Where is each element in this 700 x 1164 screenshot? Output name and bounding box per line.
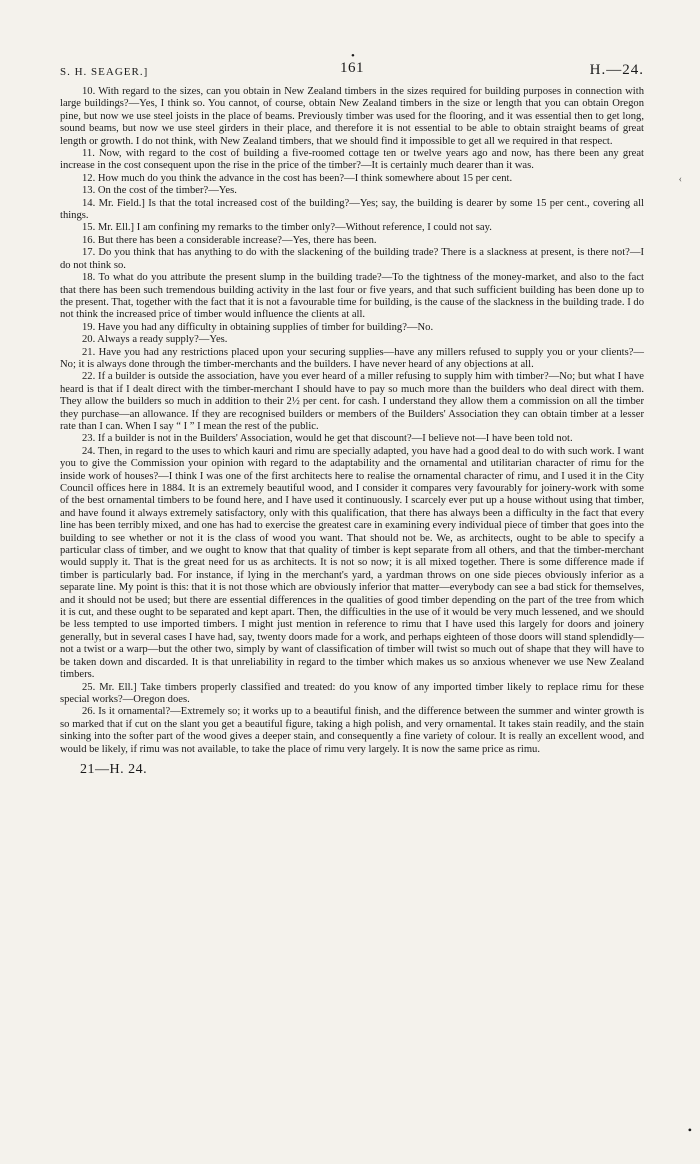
paragraph: 21. Have you had any restrictions placed upon your securing supplies—have any millers refused to supply you or your clients?—No; it is always done through the timber-merchants and the builders. I have never heard of any objections at all. bbox=[60, 346, 644, 370]
document-body bbox=[60, 86, 644, 756]
paragraph: 14. Mr. Field.] Is that the total increased cost of the building?—Yes; say, the building is dearer by some 15 per cent., covering all things. bbox=[60, 197, 644, 222]
header-document-code: H.—24. bbox=[589, 62, 644, 78]
print-mark-bottom: • bbox=[687, 1123, 692, 1137]
paragraph: 13. On the cost of the timber?—Yes. bbox=[82, 185, 237, 197]
paragraph: 25. Mr. Ell.] Take timbers properly classified and treated: do you know of any imported timber likely to replace rimu for these special works?—Oregon does. bbox=[60, 681, 644, 705]
paragraph: 11. Now, with regard to the cost of building a five-roomed cottage ten or twelve years ago and now, has there been any great increase in the cost consequent upon the rise in the price of the timber?—It is certainly much dearer than it was. bbox=[60, 148, 644, 172]
page-footer-signature: 21—H. 24. bbox=[80, 761, 148, 777]
paragraph: 18. To what do you attribute the present slump in the building trade?—To the tightness of the money-market, and also to the fact that there has been such tremendous building activity in the last four or five years, and that such sufficient building has been done up to the present. That, together with the fact that it is not a favourable time for building, is the cause of the slackness in the building trade. I do not think the increased price of timber would influence the clients at all. bbox=[60, 272, 644, 321]
paragraph: 17. Do you think that has anything to do with the slackening of the building trade? There is a slackness at present, is there not?—I do not think so. bbox=[60, 247, 644, 271]
paragraph: 19. Have you had any difficulty in obtaining supplies of timber for building?—No. bbox=[82, 321, 434, 333]
paragraph: 10. With regard to the sizes, can you obtain in New Zealand timbers in the sizes required for building purposes in connection with large buildings?—Yes, I think so. You cannot, of course, obtain New Zealand timbers in the size or length that you can obtain Oregon pine, but now we use steel joists in the place of beams. Previously timber was used for the flooring, and it was essential then to get long, sound beams, but now we use steel girders in their place, and therefore it is not essential to be able to obtain straight beams of great length or growth. I do not think, with New Zealand timbers, that we should find it impossible to get all we required in that respect. bbox=[60, 86, 644, 147]
header-page-number: 161 bbox=[340, 60, 364, 76]
print-mark-side: ‹ bbox=[678, 174, 682, 185]
page-header bbox=[60, 52, 644, 82]
paragraph: 20. Always a ready supply?—Yes. bbox=[82, 334, 228, 346]
paragraph: 16. But there has been a considerable increase?—Yes, there has been. bbox=[82, 234, 377, 246]
paragraph: 22. If a builder is outside the association, have you ever heard of a miller refusing to supply him with timber?—No; but what I have heard is that if I dealt direct with the timber-merchant I should have to pay so much more than the builders who deal direct with them. They allow the builders so much in addition to their 2½ per cent. for cash. I understand they allow them a commission on all the timber they purchase—an allowance. If they are recognised builders or members of the Builders' Association they can obtain timber at a lesser rate than I can. When I say “ I ” I mean the rest of the public. bbox=[60, 371, 644, 432]
paragraph: 15. Mr. Ell.] I am confining my remarks to the timber only?—Without reference, I could not say. bbox=[82, 222, 492, 234]
paragraph: 24. Then, in regard to the uses to which kauri and rimu are specially adapted, you have had a good deal to do with such work. I want you to give the Commission your opinion with regard to the adaptability and the ornamental and utilitarian character of rimu for the inside work of houses?—I think I was one of the first architects here to realise the ornamental character of rimu, and I used it in the City Council offices here in 1884. It is an extremely beautiful wood, and I consider it compares very favourably for joinery-work with some of the best ornamental timbers to be found here, and I have used it continuously. I scarcely ever put up a house without using that timber, and have found it always extremely satisfactory, only with this qualification, that there has always been a difficulty in the fact that every line has been terribly mixed, and one has had to exercise the greatest care in examining every individual piece of timber that goes into the building to see whether or not it is the class of wood you want. That should not be. We, as architects, ought to be able to specify a particular class of timber, and we ought to know that that quality of timber is kept separate from all others, and that the timber-merchant would supply it. That is the great need for us as architects. It is not so now; it is all mixed together. There is some difference made if timber is particularly bad. For instance, if lying in the merchant's yard, a yardman throws on one side pieces obviously inferior as a separate line. My point is this: that it is not those which are obviously inferior that matter—everybody can see a bad stick for themselves, and it should not be used; but there are essential differences in the qualities of good timber depending on the part of the tree from which it is cut, and these ought to be separated and kept apart. Then, the difficulties in the use of it would be very much lessened, and we should be less tempted to use imported timbers. I might just mention in reference to rimu that I have used this largely for doors and joinery generally, but in several cases I have had, say, twenty doors made for a work, and perhaps eighteen of those doors will stand splendidly—not a twist or a warp—but the other two, simply by want of classification of timber will twist so much out of shape that they will have to be taken down and discarded. It is that unreliability in regard to the timber which makes us so anxious whenever we use New Zealand timbers. bbox=[60, 445, 644, 681]
print-mark-top: • bbox=[351, 50, 355, 62]
paragraph: 12. How much do you think the advance in the cost has been?—I think somewhere about 15 per cent. bbox=[82, 172, 513, 184]
paragraph: 26. Is it ornamental?—Extremely so; it works up to a beautiful finish, and the difference between the summer and winter growth is so marked that if cut on the slant you get a beautiful figure, taking a high polish, and very ornamental. It takes stain readily, and the stain sinking into the softer part of the wood gives a deeper stain, and consequently a fine variety of colour. It is really an excellent wood, and would be likely, if rimu was not available, to take the place of rimu very largely. It is now the same price as rimu. bbox=[60, 706, 644, 755]
document-page bbox=[60, 52, 644, 778]
header-witness-name: S. H. SEAGER.] bbox=[60, 66, 149, 78]
paragraph: 23. If a builder is not in the Builders' Association, would he get that discount?—I believe not—I have been told not. bbox=[82, 433, 573, 445]
